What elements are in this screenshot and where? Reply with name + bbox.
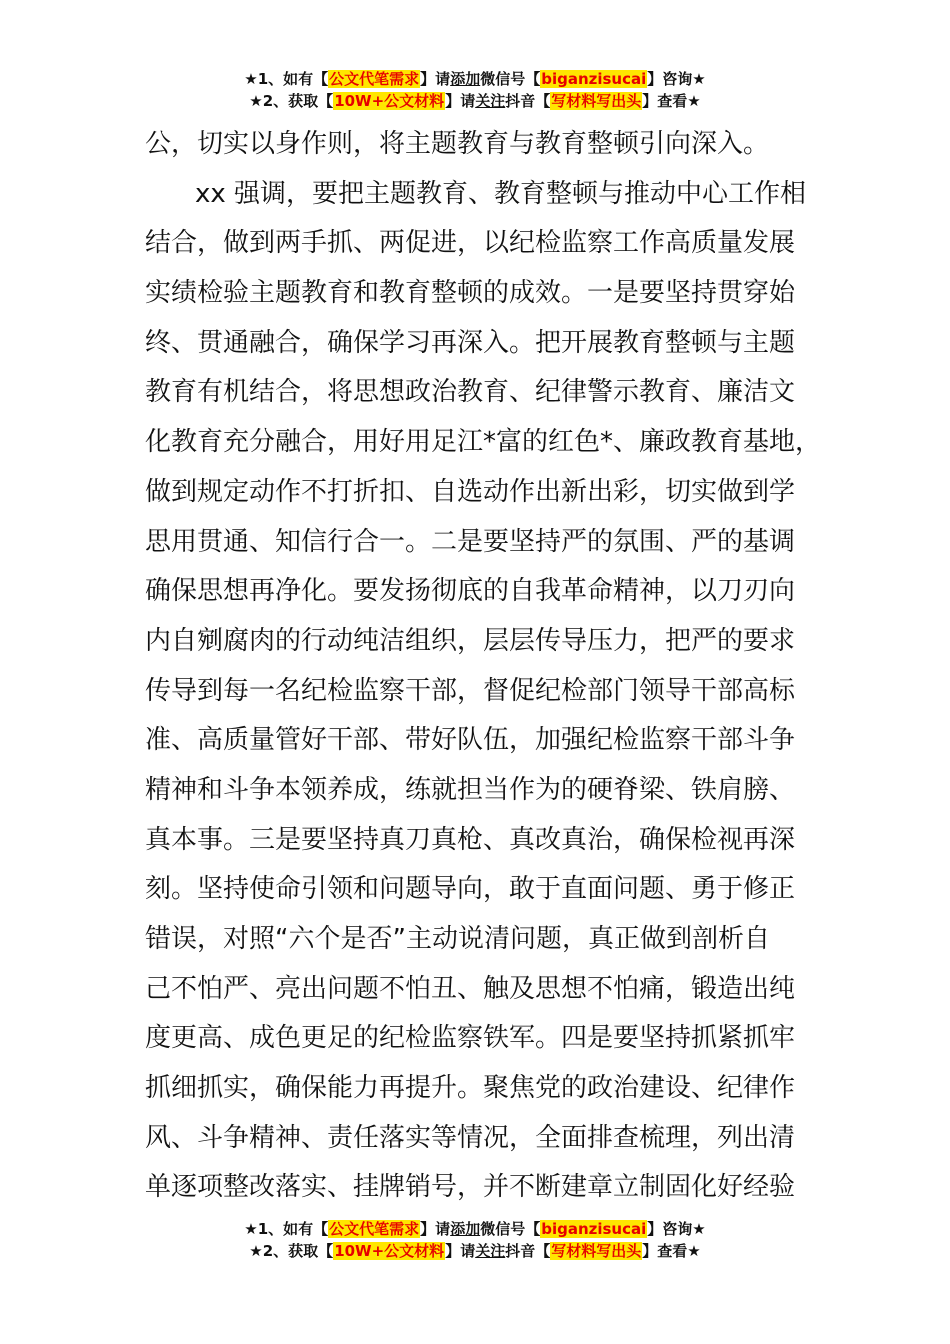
body-line: 思用贯通、知信行合一。二是要坚持严的氛围、严的基调 xyxy=(145,526,796,557)
banner-highlight: 公文代笔需求 xyxy=(329,1220,420,1238)
footer-banner xyxy=(0,1218,950,1262)
banner-douyin-id: 写材料写出头 xyxy=(551,92,642,110)
body-line: 公，切实以身作则，将主题教育与教育整顿引向深入。 xyxy=(145,129,770,159)
body-line: 错误，对照“六个是否”主动说清问题，真正做到剖析自 xyxy=(145,924,770,954)
body-line: 终、贯通融合，确保学习再深入。把开展教育整顿与主题 xyxy=(145,327,796,358)
banner-text: ★2、获取【 xyxy=(249,1242,334,1260)
banner-underline: 添加 xyxy=(450,70,481,88)
body-line: 教育有机结合，将思想政治教育、纪律警示教育、廉洁文 xyxy=(145,377,796,408)
banner-text: ★1、如有【 xyxy=(244,1220,329,1238)
banner-text: 】咨询★ xyxy=(647,70,706,88)
body-line: 传导到每一名纪检监察干部，督促纪检部门领导干部高标 xyxy=(145,675,796,706)
banner-highlight: 10W+公文材料 xyxy=(334,92,445,110)
banner-underline: 添加 xyxy=(450,1220,481,1238)
body-line: 风、斗争精神、责任落实等情况，全面排查梳理，列出清 xyxy=(145,1122,796,1153)
banner-text: 】请 xyxy=(445,92,476,110)
banner-text: 微信号【 xyxy=(480,70,541,88)
body-line: 做到规定动作不打折扣、自选动作出新出彩，切实做到学 xyxy=(145,476,796,507)
body-line: 单逐项整改落实、挂牌销号，并不断建章立制固化好经验 xyxy=(145,1172,796,1203)
banner-wechat-id: biganzisucai xyxy=(541,70,647,88)
banner-text: 】请 xyxy=(420,70,451,88)
banner-text: ★1、如有【 xyxy=(244,70,329,88)
banner-text: 】请 xyxy=(445,1242,476,1260)
banner-highlight: 10W+公文材料 xyxy=(334,1242,445,1260)
body-line: 结合，做到两手抓、两促进，以纪检监察工作高质量发展 xyxy=(145,228,796,259)
banner-text: 】查看★ xyxy=(642,1242,701,1260)
header-banner xyxy=(0,68,950,112)
banner-text: 微信号【 xyxy=(480,1220,541,1238)
document-body xyxy=(145,120,835,1213)
body-line: 精神和斗争本领养成，练就担当作为的硬脊梁、铁肩膀、 xyxy=(145,774,796,805)
banner-text: 抖音【 xyxy=(505,92,551,110)
body-line: 准、高质量管好干部、带好队伍，加强纪检监察干部斗争 xyxy=(145,725,796,756)
body-line: 化教育充分融合，用好用足江*富的红色*、廉政教育基地， xyxy=(145,427,822,458)
body-line: 确保思想再净化。要发扬彻底的自我革命精神，以刀刃向 xyxy=(145,576,796,607)
body-line: 实绩检验主题教育和教育整顿的成效。一是要坚持贯穿始 xyxy=(145,278,796,309)
banner-line-1 xyxy=(0,1218,950,1240)
banner-text: 】请 xyxy=(420,1220,451,1238)
banner-underline: 关注 xyxy=(475,1242,506,1260)
body-line: 刻。坚持使命引领和问题导向，敢于直面问题、勇于修正 xyxy=(145,874,796,905)
banner-line-2 xyxy=(0,90,950,112)
banner-douyin-id: 写材料写出头 xyxy=(551,1242,642,1260)
banner-line-1 xyxy=(0,68,950,90)
body-line: 内自剜腐肉的行动纯洁组织，层层传导压力，把严的要求 xyxy=(145,625,796,656)
body-line: 己不怕严、亮出问题不怕丑、触及思想不怕痛，锻造出纯 xyxy=(145,973,796,1004)
banner-highlight: 公文代笔需求 xyxy=(329,70,420,88)
banner-underline: 关注 xyxy=(475,92,506,110)
banner-text: 】咨询★ xyxy=(647,1220,706,1238)
banner-text: ★2、获取【 xyxy=(249,92,334,110)
body-line: 真本事。三是要坚持真刀真枪、真改真治，确保检视再深 xyxy=(145,824,796,855)
banner-wechat-id: biganzisucai xyxy=(541,1220,647,1238)
body-line: 抓细抓实，确保能力再提升。聚焦党的政治建设、纪律作 xyxy=(145,1073,796,1104)
body-line: xx 强调，要把主题教育、教育整顿与推动中心工作相 xyxy=(195,178,807,209)
banner-text: 抖音【 xyxy=(505,1242,551,1260)
banner-line-2 xyxy=(0,1240,950,1262)
body-line: 度更高、成色更足的纪检监察铁军。四是要坚持抓紧抓牢 xyxy=(145,1023,796,1054)
banner-text: 】查看★ xyxy=(642,92,701,110)
